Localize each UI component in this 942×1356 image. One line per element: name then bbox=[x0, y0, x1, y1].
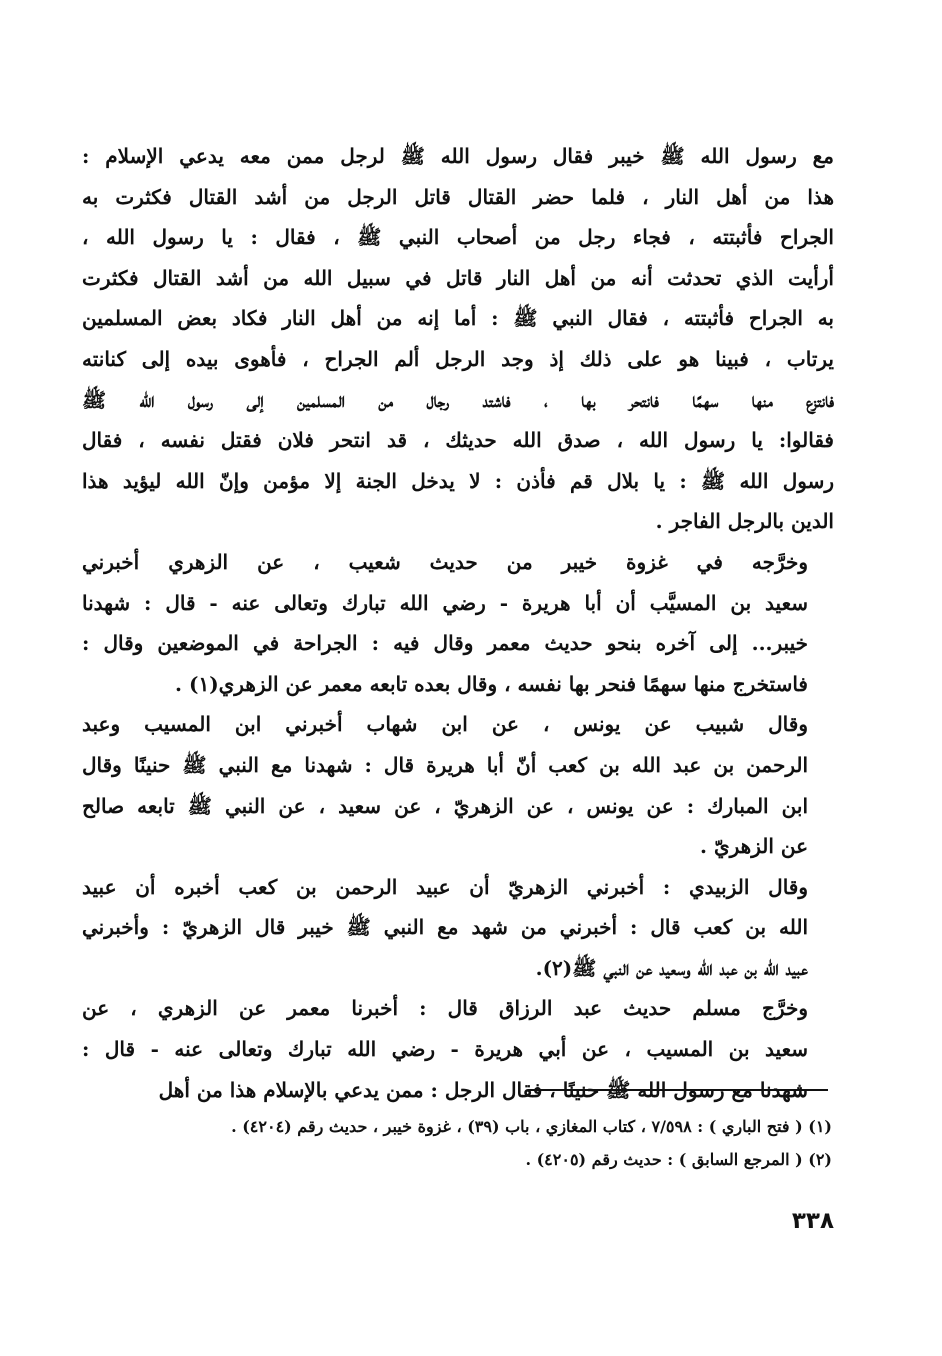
footnote-separator bbox=[528, 1089, 828, 1091]
text-line: رسول الله ﷺ : يا بلال قم فأذن : لا يدخل الجنة إلا مؤمن وإنّ الله ليؤيد هذا bbox=[82, 468, 834, 493]
text-line: الرحمن بن عبد الله بن كعب أنّ أبا هريرة قال : شهدنا مع النبي ﷺ حنينًا وقال bbox=[82, 752, 808, 777]
text-line: عن الزهريّ . bbox=[700, 834, 808, 859]
page-number: ٣٣٨ bbox=[791, 1208, 834, 1234]
text-line: ابن المبارك : عن يونس ، عن الزهريّ ، عن سعيد ، عن النبي ﷺ تابعه صالح bbox=[82, 793, 808, 818]
text-line: شهدنا مع رسول الله ﷺ حنينًا ، فقال الرجل : ممن يدعي بالإسلام هذا من أهل bbox=[158, 1077, 808, 1102]
text-line: الجراح فأثبتته ، فجاء رجل من أصحاب النبي ﷺ ، فقال : يا رسول الله ، bbox=[82, 225, 834, 250]
text-line: الله بن كعب قال : أخبرني من شهد مع النبي ﷺ خيبر قال الزهريّ : وأخبرني bbox=[82, 915, 808, 940]
paragraph bbox=[82, 136, 834, 542]
text-line: أرأيت الذي تحدثت أنه من أهل النار قاتل في سبيل الله من أشد القتال فكثرت bbox=[82, 265, 834, 290]
paragraph bbox=[82, 988, 834, 1110]
footnote-2: (٢) ( المرجع السابق ) : حديث رقم (٤٢٠٥) . bbox=[525, 1150, 832, 1169]
text-line: وقال الزبيدي : أخبرني الزهريّ أن عبيد الرحمن بن كعب أخبره أن عبيد bbox=[82, 874, 808, 899]
text-line: سعيد بن المسيب ، عن أبي هريرة - رضي الله تبارك وتعالى عنه - قال : bbox=[82, 1037, 808, 1062]
text-line: يرتاب ، فبينا هو على ذلك إذ وجد الرجل ألم الجراح ، فأهوى بيده إلى كنانته bbox=[82, 346, 834, 371]
text-line: خيبر... إلى آخره بنحو حديث معمر وقال فيه : الجراحة في الموضعين وقال : bbox=[82, 631, 808, 656]
paragraph bbox=[82, 704, 834, 866]
footnote-1: (١) ( فتح الباري ) : ٧/٥٩٨ ، كتاب المغازي ، باب (٣٩) ، غزوة خيبر ، حديث رقم (٤٢٠٤) . bbox=[231, 1117, 832, 1136]
text-line: فاستخرج منها سهمًا فنحر بها نفسه ، وقال بعده تابعه معمر عن الزهري(١) . bbox=[175, 671, 808, 696]
paragraph bbox=[82, 867, 834, 989]
body-text bbox=[82, 136, 834, 1110]
text-line: وخرَّجه في غزوة خيبر من حديث شعيب ، عن الزهري أخبرني bbox=[82, 549, 808, 574]
text-line: وقال شبيب عن يونس ، عن ابن شهاب أخبرني ابن المسيب وعبد bbox=[82, 712, 808, 737]
footnotes bbox=[82, 1110, 832, 1176]
text-line: وخرَّج مسلم حديث عبد الرزاق قال : أخبرنا معمر عن الزهري ، عن bbox=[82, 996, 808, 1021]
text-line: عبيد الله بن عبد الله وسعيد عن النبي ﷺ(٢). bbox=[535, 955, 808, 980]
text-line: فقالوا: يا رسول الله ، صدق الله حديثك ، قد انتحر فلان فقتل نفسه ، فقال bbox=[82, 428, 834, 453]
paragraph bbox=[82, 542, 834, 704]
text-line: به الجراح فأثبتته ، فقال النبي ﷺ : أما إنه من أهل النار فكاد بعض المسلمين bbox=[82, 306, 834, 331]
text-line: الدين بالرجل الفاجر . bbox=[655, 509, 834, 534]
text-line: هذا من أهل النار ، فلما حضر القتال قاتل الرجل من أشد القتال فكثرت به bbox=[82, 184, 834, 209]
text-line: سعيد بن المسيَّب أن أبا هريرة - رضي الله تبارك وتعالى عنه - قال : شهدنا bbox=[82, 590, 808, 615]
text-line: مع رسول الله ﷺ خيبر فقال رسول الله ﷺ لرجل ممن معه يدعي الإسلام : bbox=[82, 144, 834, 168]
text-line: فانتزع منها سهمًا فانتحر بها ، فاشتد رجال من المسلمين إلى رسول الله ﷺ bbox=[82, 387, 834, 412]
